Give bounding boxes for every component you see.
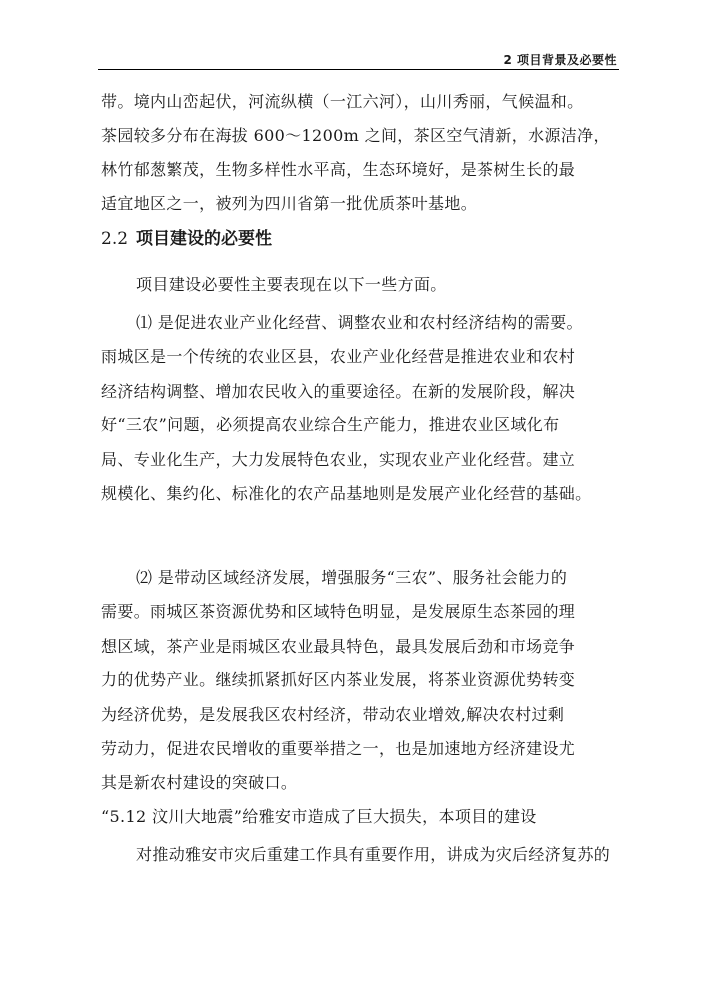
page-header-title: 2 项目背景及必要性 [503, 53, 617, 67]
text-line: 对推动雅安市灾后重建工作具有重要作用，讲成为灾后经济复苏的 [136, 845, 611, 864]
text-line: 需要。雨城区茶资源优势和区域特色明显，是发展原生态茶园的理 [101, 602, 576, 621]
text-line: 带。境内山峦起伏，河流纵横（一江六河），山川秀丽，气候温和。 [101, 92, 584, 111]
section-number: 2.2 [101, 229, 129, 249]
text-line: “5.12 汶川大地震”给雅安市造成了巨大损失，本项目的建设 [101, 807, 537, 826]
text-line: ⑴ 是促进农业产业化经营、调整农业和农村经济结构的需要。 [136, 313, 583, 332]
text-line: 想区域，茶产业是雨城区农业最具特色，最具发展后劲和市场竞争 [101, 637, 576, 656]
text-line: 局、专业化生产，大力发展特色农业，实现农业产业化经营。建立 [101, 450, 576, 469]
text-line: ⑵ 是带动区域经济发展，增强服务“三农”、服务社会能力的 [136, 568, 568, 587]
text-line: 劳动力，促进农民增收的重要举措之一，也是加速地方经济建设尤 [101, 739, 576, 758]
text-line: 项目建设必要性主要表现在以下一些方面。 [136, 275, 447, 294]
text-line: 雨城区是一个传统的农业区县，农业产业化经营是推进农业和农村 [101, 347, 576, 366]
text-line: 力的优势产业。继续抓紧抓好区内茶业发展，将茶业资源优势转变 [101, 670, 576, 689]
text-line: 适宜地区之一，被列为四川省第一批优质茶叶基地。 [101, 194, 478, 213]
section-title: 项目建设的必要性 [136, 229, 273, 249]
text-line: 林竹郁葱繁茂，生物多样性水平高，生态环境好，是茶树生长的最 [101, 160, 576, 179]
text-line: 其是新农村建设的突破口。 [101, 773, 298, 792]
text-line: 规模化、集约化、标准化的农产品基地则是发展产业化经营的基础。 [101, 484, 592, 503]
section-heading [101, 229, 272, 249]
text-line: 为经济优势，是发展我区农村经济，带动农业增效,解决农村过剩 [101, 705, 565, 724]
text-line: 茶园较多分布在海拔 600～1200m 之间，茶区空气清新，水源洁净， [101, 126, 610, 145]
text-line: 经济结构调整、增加农民收入的重要途径。在新的发展阶段，解决 [101, 382, 576, 401]
text-line: 好“三农”问题，必须提高农业综合生产能力，推进农业区域化布 [101, 415, 560, 434]
header-rule [98, 69, 619, 70]
